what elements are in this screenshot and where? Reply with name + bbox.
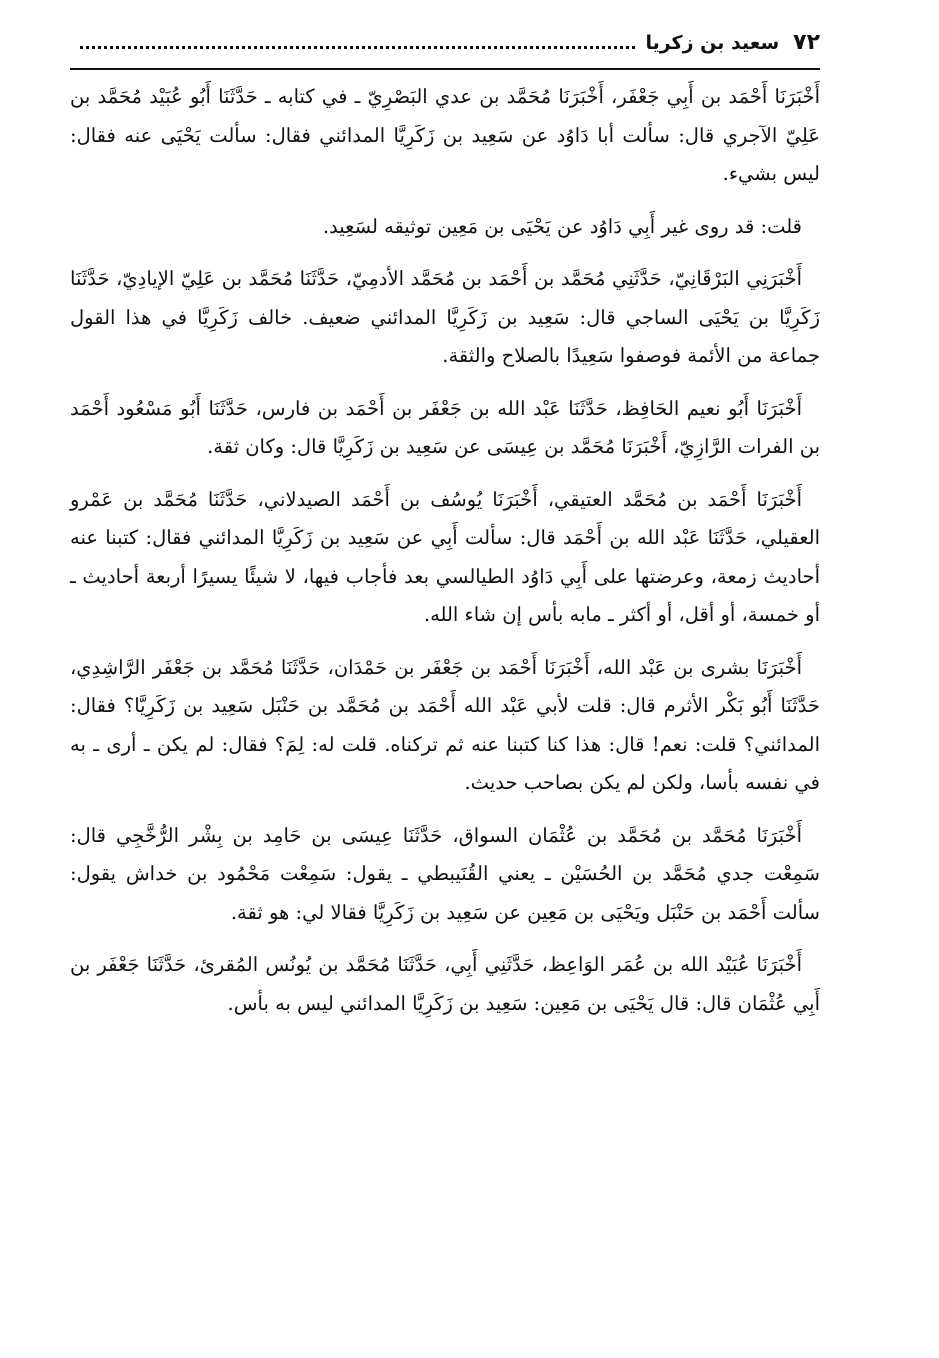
book-page <box>70 30 820 1330</box>
running-title: سعيد بن زكريا <box>645 32 780 54</box>
paragraph: أَخْبَرَنِي البَرْقَانِيّ، حَدَّثَنِي مُحَمَّد بن أَحْمَد بن مُحَمَّد الأدمِيّ، حَدَّثَنَا مُحَمَّد بن عَلِيّ الإيادِيّ، حَدَّثَنَا زَكَرِيَّا بن يَحْيَى الساجي قال: سَعِيد بن زَكَرِيَّا المدائني ضعيف. خالف زَكَرِيَّا في هذا القول جماعة من الأئمة فوصفوا سَعِيدًا بالصلاح والثقة. <box>70 267 820 367</box>
paragraph: أَخْبَرَنَا بشرى بن عَبْد الله، أَخْبَرَنَا أَحْمَد بن جَعْفَر بن حَمْدَان، حَدَّثَنَا مُحَمَّد بن جَعْفَر الرَّاشِدِي، حَدَّثَنَا أَبُو بَكْر الأثرم قال: قلت لأبي عَبْد الله أَحْمَد بن مُحَمَّد بن حَنْبَل سَعِيد بن زَكَرِيَّا؟ فقال: المدائني؟ قلت: نعم! قال: هذا كنا كتبنا عنه ثم تركناه. قلت له: لِمَ؟ فقال: لم يكن ـ أرى ـ به في نفسه بأسا، ولكن لم يكن بصاحب حديث. <box>70 655 820 794</box>
page-number: ٧٢ <box>793 30 820 55</box>
paragraph: قلت: قد روى غير أَبِي دَاوُد عن يَحْيَى بن مَعِين توثيقه لسَعِيد. <box>322 214 802 238</box>
page-header <box>70 30 820 70</box>
paragraph: أَخْبَرَنَا عُبَيْد الله بن عُمَر الوَاعِظ، حَدَّثَنِي أَبِي، حَدَّثَنَا مُحَمَّد بن يُونُس المُقرئ، حَدَّثَنَا جَعْفَر بن أَبِي عُثْمَان قال: قال يَحْيَى بن مَعِين: سَعِيد بن زَكَرِيَّا المدائني ليس به بأس. <box>70 953 820 1015</box>
page-body <box>70 78 820 1023</box>
paragraph: أَخْبَرَنَا مُحَمَّد بن مُحَمَّد بن عُثْمَان السواق، حَدَّثَنَا عِيسَى بن حَامِد بن بِشْر الرُّخَّجِي قال: سَمِعْت جدي مُحَمَّد بن الحُسَيْن ـ يعني القُنَيبطي ـ يقول: سَمِعْت مَحْمُود بن خداش يقول: سألت أَحْمَد بن حَنْبَل ويَحْيَى بن مَعِين عن سَعِيد بن زَكَرِيَّا فقالا لي: هو ثقة. <box>70 823 820 924</box>
paragraph: أَخْبَرَنَا أَبُو نعيم الحَافِظ، حَدَّثَنَا عَبْد الله بن جَعْفَر بن أَحْمَد بن فارس، حَدَّثَنَا أَبُو مَسْعُود أَحْمَد بن الفرات الرَّازِيّ، أَخْبَرَنَا مُحَمَّد بن عِيسَى عن سَعِيد بن زَكَرِيَّا قال: وكان ثقة. <box>70 396 820 458</box>
header-dotted-leader <box>80 45 635 49</box>
paragraph: أَخْبَرَنَا أَحْمَد بن مُحَمَّد العتيقي، أَخْبَرَنَا يُوسُف بن أَحْمَد الصيدلاني، حَدَّثَنَا مُحَمَّد بن عَمْرو العقيلي، حَدَّثَنَا عَبْد الله بن أَحْمَد قال: سألت أَبِي عن سَعِيد بن زَكَرِيَّا المدائني فقال: كتبنا عنه أحاديث زمعة، وعرضتها على أَبِي دَاوُد الطيالسي بعد فأجاب فيها، لا شيئًا يسيرًا أربعة أحاديث ـ أو خمسة، أو أقل، أو أكثر ـ مابه بأس إن شاء الله. <box>70 487 820 626</box>
paragraph: أَخْبَرَنَا أَحْمَد بن أَبِي جَعْفَر، أَخْبَرَنَا مُحَمَّد بن عدي البَصْرِيّ ـ في كتابه ـ حَدَّثَنَا أَبُو عُبَيْد مُحَمَّد بن عَلِيّ الآجري قال: سألت أبا دَاوُد عن سَعِيد بن زَكَرِيَّا المدائني فقال: سألت يَحْيَى عنه فقال: ليس بشيء. <box>70 85 820 185</box>
